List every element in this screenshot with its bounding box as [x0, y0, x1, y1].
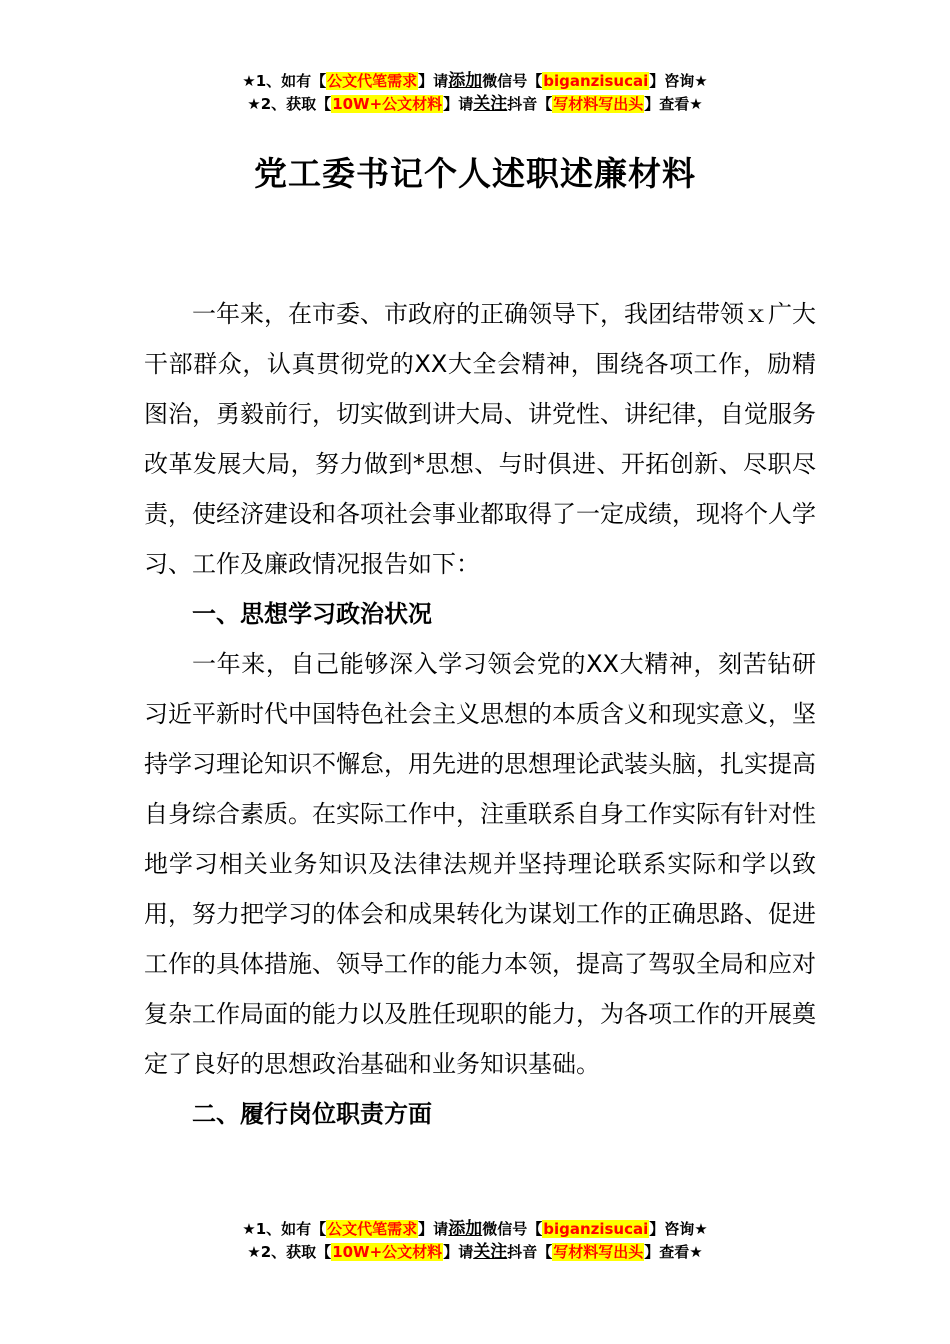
highlight-douyin-account: 写材料写出头	[553, 95, 644, 113]
banner-text: ★2、获取【	[247, 1243, 332, 1261]
banner-text: ★2、获取【	[247, 95, 332, 113]
banner-text: 抖音【	[507, 95, 553, 113]
banner-line-2	[0, 1241, 950, 1264]
highlight-materials: 10W+公文材料	[332, 1243, 443, 1261]
banner-line-1	[0, 70, 950, 93]
paragraph-intro: 一年来，在市委、市政府的正确领导下，我团结带领ｘ广大干部群众，认真贯彻党的XX大全会精神，围绕各项工作，励精图治，勇毅前行，切实做到讲大局、讲党性、讲纪律，自觉服务改革发展大局，努力做到*思想、与时俱进、开拓创新、尽职尽责，使经济建设和各项社会事业都取得了一定成绩，现将个人学习、工作及廉政情况报告如下：	[144, 300, 816, 578]
highlight-service: 公文代笔需求	[327, 1220, 418, 1238]
banner-emphasis: 添加	[448, 1219, 483, 1239]
banner-line-1	[0, 1218, 950, 1241]
footer-banner	[0, 1218, 950, 1264]
banner-text: 】请	[443, 95, 474, 113]
highlight-wechat-id: biganzisucai	[543, 72, 649, 90]
document-body	[144, 289, 816, 1139]
header-banner	[0, 70, 950, 116]
section-heading-1: 一、思想学习政治状况	[192, 600, 432, 628]
banner-text: 微信号【	[482, 1220, 543, 1238]
banner-text: 】请	[418, 1220, 449, 1238]
banner-text: ★1、如有【	[242, 72, 327, 90]
highlight-douyin-account: 写材料写出头	[553, 1243, 644, 1261]
highlight-service: 公文代笔需求	[327, 72, 418, 90]
banner-emphasis: 关注	[473, 94, 508, 114]
section-heading-2: 二、履行岗位职责方面	[192, 1100, 432, 1128]
highlight-materials: 10W+公文材料	[332, 95, 443, 113]
banner-text: 】请	[443, 1243, 474, 1261]
banner-text: 抖音【	[507, 1243, 553, 1261]
paragraph-study: 一年来，自己能够深入学习领会党的XX大精神，刻苦钻研习近平新时代中国特色社会主义思想的本质含义和现实意义，坚持学习理论知识不懈怠，用先进的思想理论武装头脑，扎实提高自身综合素质。在实际工作中，注重联系自身工作实际有针对性地学习相关业务知识及法律法规并坚持理论联系实际和学以致用，努力把学习的体会和成果转化为谋划工作的正确思路、促进工作的具体措施、领导工作的能力本领，提高了驾驭全局和应对复杂工作局面的能力以及胜任现职的能力，为各项工作的开展奠定了良好的思想政治基础和业务知识基础。	[144, 650, 816, 1078]
banner-text: 】咨询★	[649, 1220, 708, 1238]
highlight-wechat-id: biganzisucai	[543, 1220, 649, 1238]
banner-text: ★1、如有【	[242, 1220, 327, 1238]
banner-text: 】咨询★	[649, 72, 708, 90]
banner-text: 】查看★	[644, 1243, 703, 1261]
banner-text: 微信号【	[482, 72, 543, 90]
banner-text: 】查看★	[644, 95, 703, 113]
page-title: 党工委书记个人述职述廉材料	[254, 154, 696, 193]
banner-emphasis: 关注	[473, 1242, 508, 1262]
banner-line-2	[0, 93, 950, 116]
banner-text: 】请	[418, 72, 449, 90]
banner-emphasis: 添加	[448, 71, 483, 91]
